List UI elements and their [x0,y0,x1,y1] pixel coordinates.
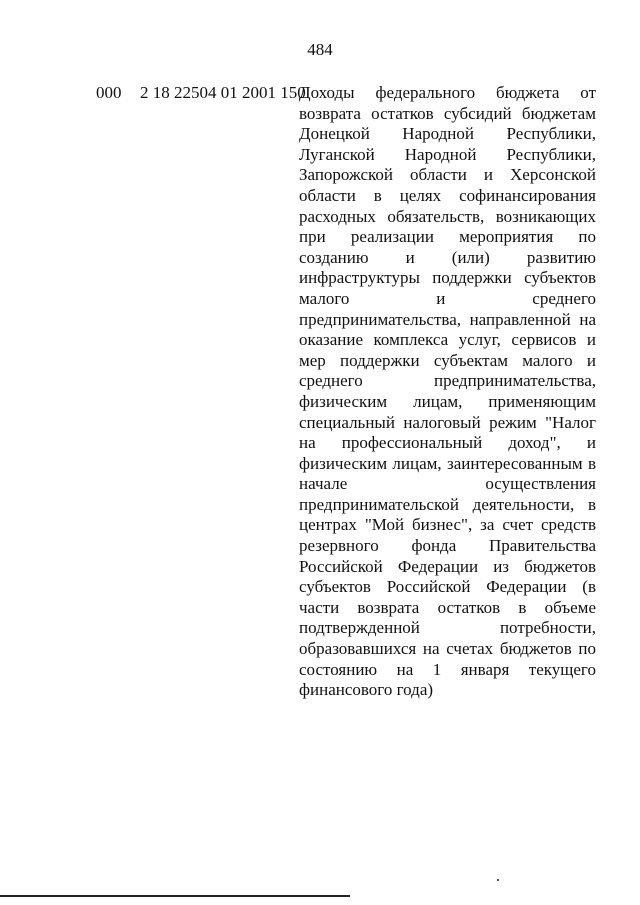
scan-artifact-dot [497,879,499,881]
admin-code: 000 [96,83,122,102]
page-number: 484 [307,40,333,59]
budget-classification-code: 2 18 22504 01 2001 150 [140,83,306,102]
income-description: Доходы федерального бюджета от возврата остатков субсидий бюджетам Донецкой Народной Республики, Луганской Народной Республики, Запорожской области и Херсонской области в целях софинансирования расходных обязательств, возникающих при реализации мероприятия по созданию и (или) развитию инфраструктуры поддержки субъектов малого и среднего предпринимательства, направленной на оказание комплекса услуг, сервисов и мер поддержки субъектам малого и среднего предпринимательства, физическим лицам, применяющим специальный налоговый режим "Налог на профессиональный доход", и физическим лицам, заинтересованным в начале осуществления предпринимательской деятельности, в центрах "Мой бизнес", за счет средств резервного фонда Правительства Российской Федерации из бюджетов субъектов Российской Федерации (в части возврата остатков в объеме подтвержденной потребности, образовавшихся на счетах бюджетов по состоянию на 1 января текущего финансового года) [299,83,596,700]
scan-edge-line [0,895,350,897]
